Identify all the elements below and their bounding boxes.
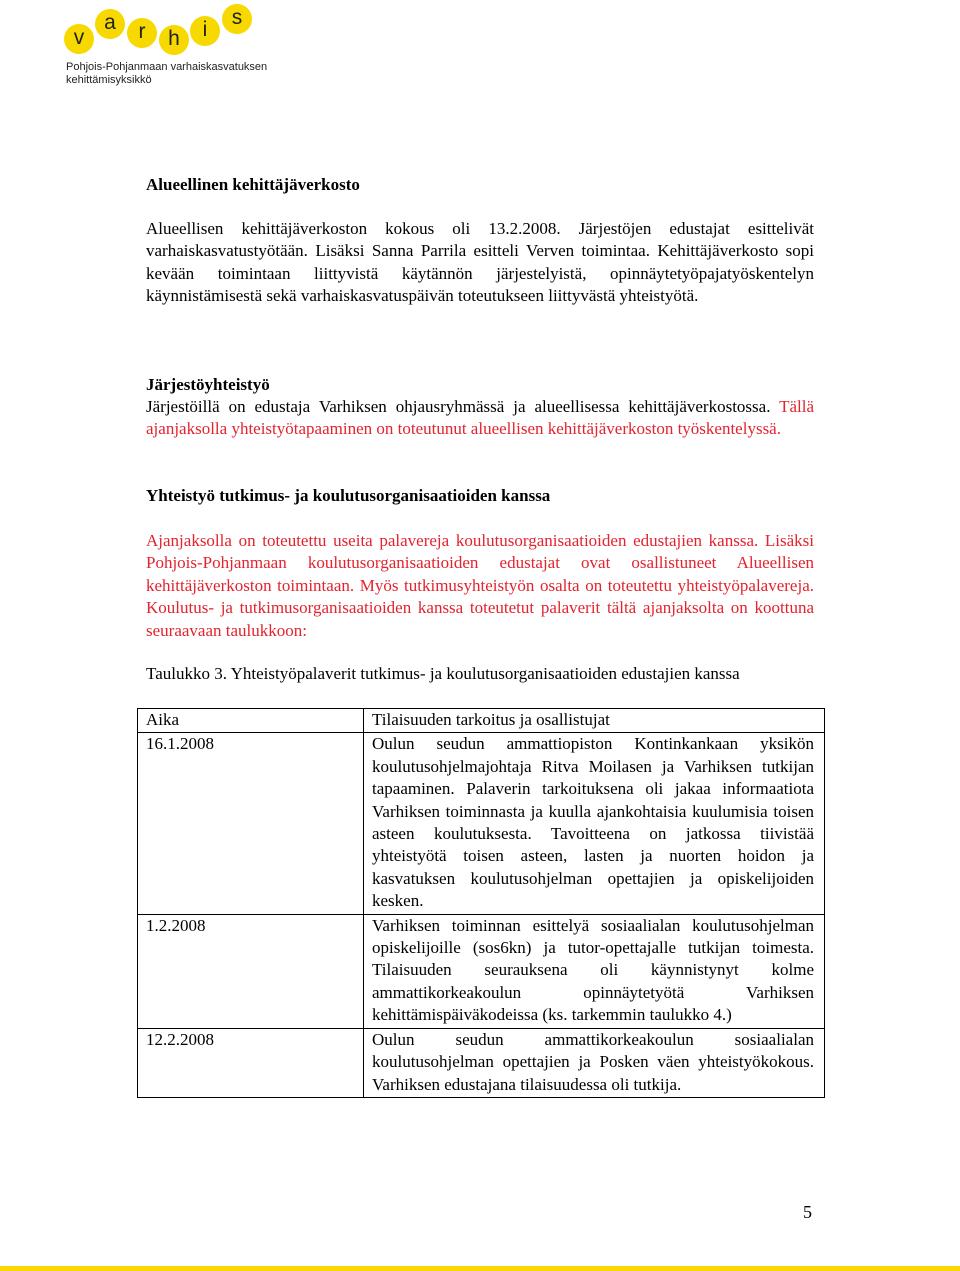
section2-body-red: Tällä ajanjaksolla yhteistyötapaaminen on toteutunut alueellisen kehittäjäverkoston työskentelyssä. [146,397,814,439]
meetings-table [137,708,825,1098]
row-description: Oulun seudun ammattikorkeakoulun sosiaalialan koulutusohjelman opettajien ja Posken väen yhteistyökokous. Varhiksen edustajana tilaisuudessa oli tutkija. [364,1028,825,1097]
table-row [138,914,825,1028]
row-date: 12.2.2008 [138,1028,364,1097]
section2-body-black: Järjestöillä on edustaja Varhiksen ohjausryhmässä ja alueellisessa kehittäjäverkostossa. [146,397,771,416]
section2-title: Järjestöyhteistyö [146,375,270,394]
table-row [138,733,825,914]
section2-body [146,396,814,441]
section1-title: Alueellinen kehittäjäverkosto [146,175,360,194]
logo-letter-v: v [64,24,94,54]
row-description: Oulun seudun ammattiopiston Kontinkankaan yksikön koulutusohjelmajohtaja Ritva Moilasen ja Varhiksen tutkijan tapaaminen. Palaverin tarkoituksena oli jakaa informaatiota Varhiksen toiminnasta ja kuulla ajankohtaisia kuulumisia toisen asteen koulutuksesta. Tavoitteena on jatkossa tiivistää yhteistyötä toisen asteen, lasten ja nuorten hoidon ja kasvatuksen koulutusohjelman opettajien ja opiskelijoiden kesken. [364,733,825,914]
logo-letter-s: s [222,4,252,34]
section3-title: Yhteistyö tutkimus- ja koulutusorganisaatioiden kanssa [146,486,551,505]
logo-letter-a: a [95,9,125,39]
varhis-logo [62,4,322,84]
page-number: 5 [803,1202,812,1222]
header-purpose: Tilaisuuden tarkoitus ja osallistujat [364,709,825,733]
table-header-row [138,709,825,733]
table-caption: Taulukko 3. Yhteistyöpalaverit tutkimus- ja koulutusorganisaatioiden edustajien kanssa [146,664,740,683]
logo-subtitle [66,60,267,86]
header-time: Aika [138,709,364,733]
logo-subtitle-line1: Pohjois-Pohjanmaan varhaiskasvatuksen [66,61,268,73]
section1-body: Alueellisen kehittäjäverkoston kokous oli 13.2.2008. Järjestöjen edustajat esittelivät varhaiskasvatustyötään. Lisäksi Sanna Parrila esitteli Verven toimintaa. Kehittäjäverkosto sopi kevään toimintaan liittyvistä käytännön järjestelyistä, opinnäytetyöpajatyöskentelyn käynnistämisestä sekä varhaiskasvatuspäivän toteutukseen liittyvästä yhteistyötä. [146,219,814,306]
logo-letter-h: h [159,25,189,55]
logo-letter-r: r [127,18,157,48]
table-row [138,1028,825,1097]
row-date: 1.2.2008 [138,914,364,1028]
row-date: 16.1.2008 [138,733,364,914]
section3-body: Ajanjaksolla on toteutettu useita palavereja koulutusorganisaatioiden edustajien kanssa. Lisäksi Pohjois-Pohjanmaan koulutusorganisaatioiden edustajat ovat osallistuneet Alueellisen kehittäjäverkoston toimintaan. Myös tutkimusyhteistyön osalta on toteutettu yhteistyöpalavereja. Koulutus- ja tutkimusorganisaatioiden kanssa toteutetut palaverit tältä ajanjaksolta on koottuna seuraavaan taulukkoon: [146,531,814,640]
row-description: Varhiksen toiminnan esittelyä sosiaalialan koulutusohjelman opiskelijoille (sos6kn) ja tutor-opettajalle tutkijan toimesta. Tilaisuuden seurauksena oli käynnistynyt kolme ammattikorkeakoulun opinnäytetyötä Varhiksen kehittämispäiväkodeissa (ks. tarkemmin taulukko 4.) [364,914,825,1028]
logo-letter-i: i [190,16,220,46]
logo-subtitle-line2: kehittämisyksikkö [66,74,152,86]
bottom-rule [0,1266,960,1271]
